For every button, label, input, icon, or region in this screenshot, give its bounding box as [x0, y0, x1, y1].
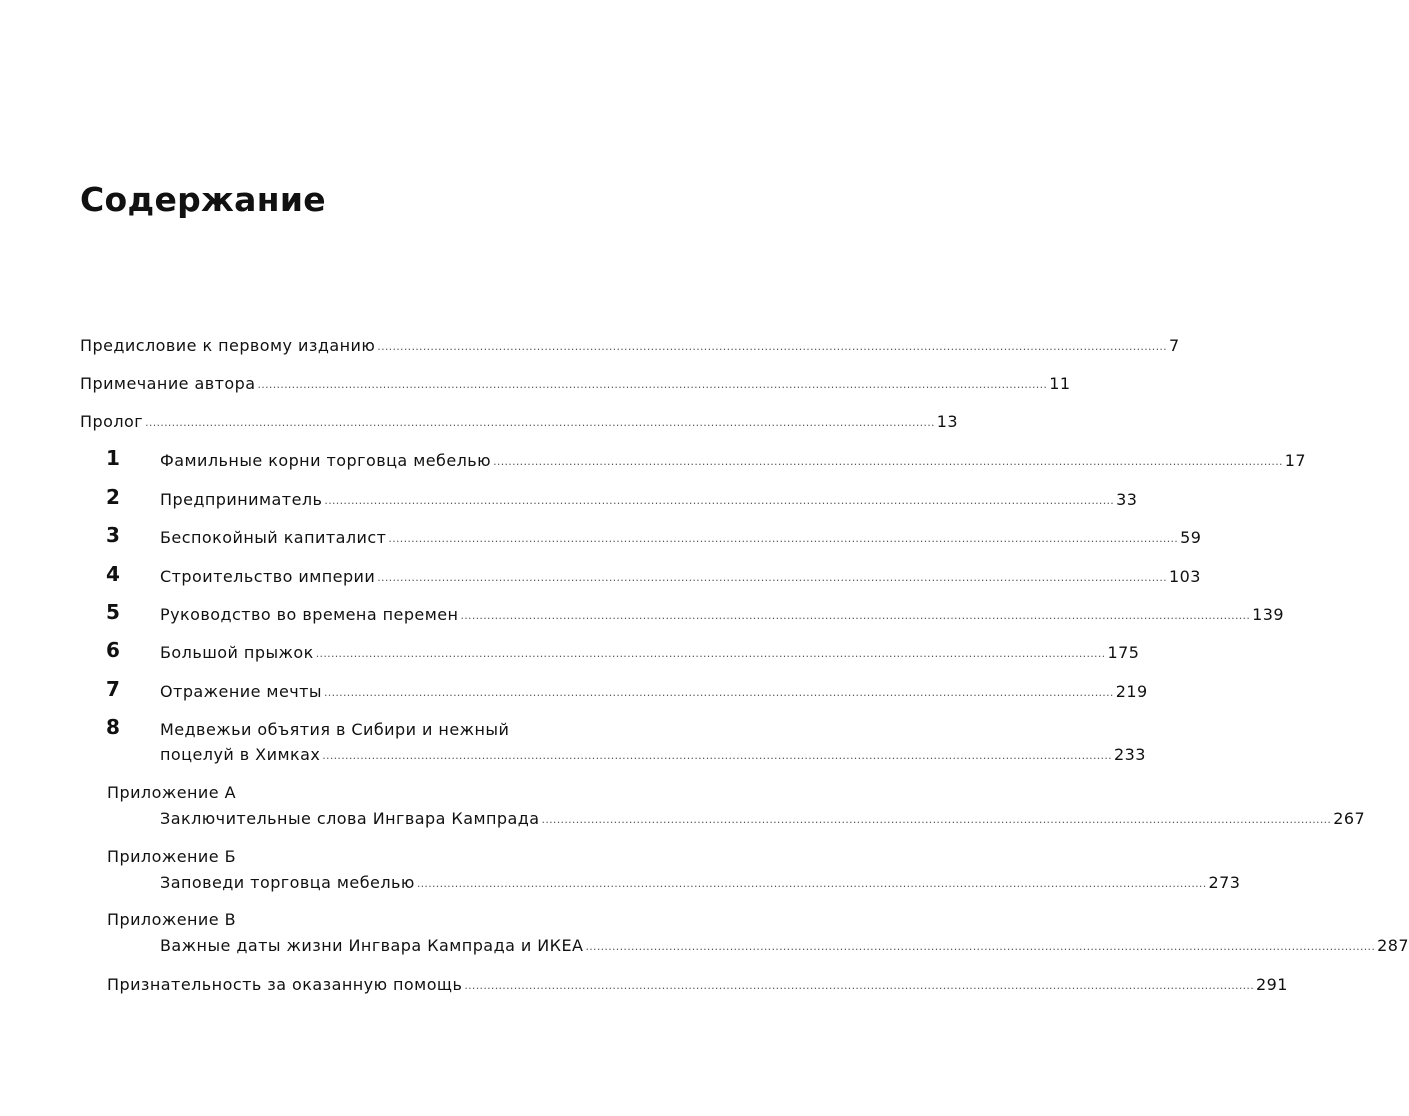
dot-leader: ................................................................................................................................................................................................................ — [464, 979, 1255, 992]
toc-entry-label: Предприниматель — [160, 490, 323, 509]
toc-entry-appendix-a[interactable] — [160, 806, 1366, 830]
toc-entry-author-note[interactable] — [80, 371, 1071, 395]
toc-page-number: 7 — [1168, 336, 1180, 355]
appendix-heading: Приложение Б — [107, 847, 237, 866]
toc-entry-chapter-5[interactable] — [160, 602, 1285, 626]
dot-leader: ................................................................................................................................................................................................................ — [377, 340, 1167, 353]
toc-entry-chapter-3[interactable] — [160, 525, 1202, 549]
dot-leader: ................................................................................................................................................................................................................ — [377, 571, 1167, 584]
dot-leader: ................................................................................................................................................................................................................ — [145, 416, 935, 429]
dot-leader: ................................................................................................................................................................................................................ — [460, 609, 1251, 622]
chapter-number: 3 — [106, 523, 120, 547]
toc-entry-label: Признательность за оказанную помощь — [107, 975, 463, 994]
toc-entry-acknowledgements[interactable] — [107, 972, 1288, 996]
dot-leader: ................................................................................................................................................................................................................ — [322, 749, 1112, 762]
chapter-number: 6 — [106, 638, 120, 662]
toc-page-number: 103 — [1168, 567, 1201, 586]
toc-page-number: 175 — [1107, 643, 1140, 662]
toc-page-number: 233 — [1113, 745, 1146, 764]
dot-leader: ................................................................................................................................................................................................................ — [257, 378, 1048, 391]
toc-entry-label: поцелуй в Химках — [160, 745, 321, 764]
toc-page-number: 11 — [1049, 374, 1071, 393]
dot-leader: ................................................................................................................................................................................................................ — [416, 877, 1207, 890]
toc-entry-chapter-8-line1[interactable] — [160, 717, 646, 741]
toc-entry-label: Отражение мечты — [160, 682, 322, 701]
toc-page-number: 13 — [936, 412, 959, 431]
toc-page-number: 59 — [1180, 528, 1202, 547]
toc-entry-chapter-8[interactable] — [160, 742, 1146, 766]
toc-entry-label: Строительство империи — [160, 567, 376, 586]
toc-entry-label: Пролог — [80, 412, 144, 431]
chapter-number: 7 — [106, 677, 120, 701]
toc-entry-appendix-b[interactable] — [160, 870, 1241, 894]
chapter-number: 5 — [106, 600, 120, 624]
chapter-number: 4 — [106, 562, 120, 586]
appendix-heading: Приложение А — [107, 783, 236, 802]
toc-entry-preface[interactable] — [80, 333, 1180, 357]
toc-page-number: 33 — [1116, 490, 1138, 509]
toc-entry-chapter-4[interactable] — [160, 564, 1201, 588]
toc-entry-chapter-1[interactable] — [160, 448, 1307, 472]
toc-page-number: 139 — [1252, 605, 1285, 624]
dot-leader: ................................................................................................................................................................................................................ — [541, 813, 1332, 826]
dot-leader: ................................................................................................................................................................................................................ — [324, 494, 1115, 507]
toc-entry-label: Примечание автора — [80, 374, 256, 393]
appendix-heading: Приложение В — [107, 910, 237, 929]
chapter-number: 8 — [106, 715, 120, 739]
dot-leader: ................................................................................................................................................................................................................ — [324, 686, 1114, 699]
dot-leader: ................................................................................................................................................................................................................ — [493, 455, 1283, 468]
toc-page-number: 287 — [1377, 936, 1409, 955]
toc-page-number: 17 — [1284, 451, 1307, 470]
toc-entry-prologue[interactable] — [80, 409, 959, 433]
toc-entry-label: Большой прыжок — [160, 643, 314, 662]
toc-entry-label: Заповеди торговца мебелью — [160, 873, 415, 892]
dot-leader: ................................................................................................................................................................................................................ — [585, 940, 1376, 953]
toc-entry-label: Фамильные корни торговца мебелью — [160, 451, 492, 470]
page-title: Содержание — [80, 180, 326, 219]
toc-entry-label: Важные даты жизни Ингвара Кампрада и ИКЕА — [160, 936, 584, 955]
toc-entry-label: Медвежьи объятия в Сибири и нежный — [160, 720, 510, 739]
dot-leader: ................................................................................................................................................................................................................ — [388, 532, 1179, 545]
dot-leader: ................................................................................................................................................................................................................ — [315, 647, 1106, 660]
toc-page-number: 291 — [1256, 975, 1288, 994]
toc-entry-label: Предисловие к первому изданию — [80, 336, 376, 355]
toc-entry-label: Заключительные слова Ингвара Кампрада — [160, 809, 540, 828]
toc-page-number: 267 — [1333, 809, 1366, 828]
toc-entry-label: Руководство во времена перемен — [160, 605, 459, 624]
toc-page-number: 273 — [1208, 873, 1241, 892]
toc-entry-chapter-2[interactable] — [160, 487, 1138, 511]
chapter-number: 1 — [106, 446, 120, 470]
toc-page-number: 219 — [1115, 682, 1148, 701]
toc-entry-chapter-6[interactable] — [160, 640, 1140, 664]
toc-entry-label: Беспокойный капиталист — [160, 528, 387, 547]
chapter-number: 2 — [106, 485, 120, 509]
toc-entry-chapter-7[interactable] — [160, 679, 1148, 703]
toc-entry-appendix-c[interactable] — [160, 933, 1409, 957]
